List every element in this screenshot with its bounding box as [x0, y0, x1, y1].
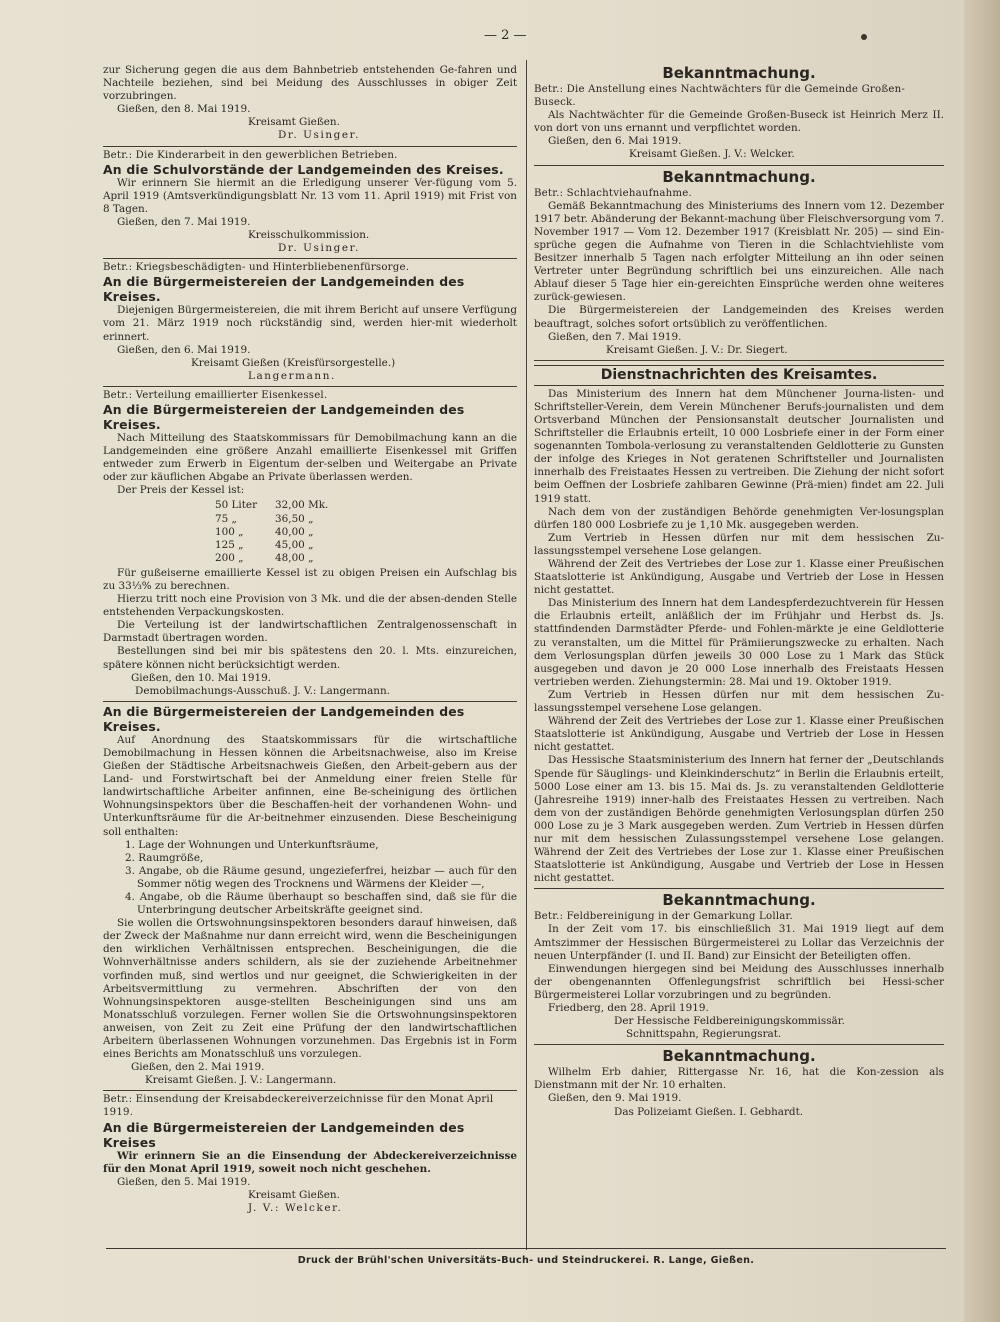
notice-authority: Kreisamt Gießen. [248, 1188, 340, 1201]
notice-signature: Dr. Usinger. [278, 129, 360, 142]
price-row [215, 526, 346, 539]
page-number: — 2 — [484, 28, 527, 43]
right-column [534, 62, 944, 1248]
price-value: 45,00 „ [275, 538, 314, 551]
notice-section [103, 62, 517, 147]
price-row [215, 552, 346, 565]
notice-text: Als Nachtwächter für die Gemeinde Großen-Buseck ist Heinrich Merz II. von dort von uns ernannt und verpflichtet worden. [534, 109, 944, 135]
notice-text: Das Hessische Staatsministerium des Innern hat ferner der „Deutschlands Spende für Säuglings- und Kleinkinderschutz“ in Berlin die Erlaubnis erteilt, 5000 Lose einer am 13. bis 15. Mai ds. Js. zu veranstaltenden Geldlotterie (Jahresreihe 1919) inner-halb des Freistaates Hessen zu vertreiben. Nach dem von der zuständigen Behörde genehmigten Verlosungsplan dürfen 250 000 Lose zu je 3 Mark ausgegeben werden. Zum Vertrieb in Hessen dürfen nur mit dem hessischen Zulassungsstempel versehene Lose gelangen. Während der Zeit des Vertriebes der Lose zur 1. Klasse einer Preußischen Staatslotterie ist Ankündigung, Ausgabe und Vertrieb der Lose in Hessen nicht gestattet. [534, 754, 944, 885]
notice-date: Gießen, den 10. Mai 1919. [131, 671, 271, 684]
notice-date: Gießen, den 9. Mai 1919. [548, 1092, 682, 1105]
notice-date: Gießen, den 7. Mai 1919. [548, 330, 682, 343]
notice-subject: Betr.: Einsendung der Kreisabdeckereiverzeichnisse für den Monat April 1919. [103, 1094, 494, 1119]
notice-date: Friedberg, den 28. April 1919. [548, 1002, 709, 1014]
notice-text: Wilhelm Erb dahier, Rittergasse Nr. 16, hat die Kon-zession als Dienstmann mit der Nr. 10 erhalten. [534, 1066, 944, 1092]
page-header [0, 28, 1000, 48]
notice-title: Bekanntmachung. [662, 64, 816, 82]
notice-subject: Betr.: Die Anstellung eines Nachtwächters für die Gemeinde Großen-Buseck. [534, 84, 905, 109]
price-value: 36,50 „ [275, 512, 314, 525]
notice-headline: An die Bürgermeistereien der Landgemeinden des Kreises [103, 1119, 465, 1150]
notice-subject: Betr.: Verteilung emaillierter Eisenkessel. [103, 389, 328, 401]
notice-section [103, 1091, 517, 1218]
requirements-list [103, 839, 517, 918]
price-table [215, 499, 346, 564]
notice-section [534, 166, 944, 361]
price-value: 40,00 „ [275, 525, 314, 538]
notice-signature: Kreisamt Gießen. J. V.: Langermann. [145, 1074, 337, 1087]
notice-date: Gießen, den 6. Mai 1919. [548, 135, 682, 148]
notice-subject: Betr.: Feldbereinigung in der Gemarkung Lollar. [534, 911, 793, 923]
notice-subject: Betr.: Die Kinderarbeit in den gewerblichen Betrieben. [103, 149, 398, 161]
price-size: 200 „ [215, 551, 244, 564]
notice-text: In der Zeit vom 17. bis einschließlich 31. Mai 1919 liegt auf dem Amtszimmer der Hessischen Bürgermeisterei zu Lollar das Verzeichnis der neuen Unterpfänder (I. und II. Band) zur Einsicht der Beteiligten offen. [534, 923, 944, 962]
price-size: 75 „ [215, 512, 237, 525]
notice-text: Wir erinnern Sie an die Einsendung der Abdeckereiverzeichnisse für den Monat April 1919, soweit noch nicht geschehen. [103, 1149, 517, 1175]
printer-footer: Druck der Brühl'schen Universitäts-Buch- und Steindruckerei. R. Lange, Gießen. [106, 1248, 946, 1273]
notice-headline: An die Bürgermeistereien der Landgemeinden des Kreises. [103, 401, 465, 432]
notice-text: Zum Vertrieb in Hessen dürfen nur mit dem hessischen Zu-lassungsstempel versehene Lose gelangen. [534, 688, 944, 715]
notice-headline: An die Bürgermeistereien der Landgemeinden des Kreises. [103, 703, 465, 734]
notice-section [103, 259, 517, 387]
price-intro: Der Preis der Kessel ist: [117, 484, 245, 497]
ink-dot [861, 34, 867, 40]
notice-text: Auf Anordnung des Staatskommissars für die wirtschaftliche Demobilmachung in Hessen können die Arbeitsnachweise, also im Kreise Gießen der Städtische Arbeitsnachweis Gießen, den Arbeit-gebern aus der Land- und Forstwirtschaft bei der Anmeldung einer freien Stelle für landwirtschaftliche Arbeiter anfinnen, eine Be-scheinigung des örtlichen Wohnungsinspektors über die Beschaffen-heit der vorhandenen Wohn- und Unterkunftsräume für die Ar-beitnehmer einzusenden. Diese Bescheinigung soll enthalten: [103, 733, 517, 838]
list-item: 1. Lage der Wohnungen und Unterkunftsräume, [125, 838, 379, 851]
notice-signature: Langermann. [248, 369, 336, 382]
notice-text: Bestellungen sind bei mir bis spätestens den 20. l. Mts. einzureichen, spätere können nicht berücksichtigt werden. [103, 645, 517, 671]
column-divider [526, 60, 527, 1250]
notice-text: Die Bürgermeistereien der Landgemeinden des Kreises werden beauftragt, solches sofort ortsüblich zu veröffentlichen. [534, 304, 944, 330]
notice-signature: Demobilmachungs-Ausschuß. J. V.: Langermann. [135, 684, 390, 697]
notice-signature: Dr. Usinger. [278, 242, 360, 255]
notice-section [534, 1045, 944, 1121]
notice-signature: J. V.: Welcker. [248, 1201, 343, 1214]
notice-text: Gemäß Bekanntmachung des Ministeriums des Innern vom 12. Dezember 1917 betr. Abänderung der Bekannt-machung über Fleischversorgung vom 7. November 1917 — Vom 12. Dezember 1917 (Kreisblatt Nr. 205) — sind Ein-sprüche gegen die Aufnahme von Tieren in die Schlachtviehliste vom Besitzer innerhalb 5 Tagen nach erfolgter Mitteilung an ihn oder seinen Vertreter unter Begründung schriftlich bei uns einzureichen. Alle nach Ablauf dieser 5 Tage hier ein-gereichten Einsprüche werden ohne weiteres zurück-gewiesen. [534, 199, 944, 304]
notice-authority: Kreisamt Gießen (Kreisfürsorgestelle.) [191, 356, 396, 369]
notice-date: Gießen, den 2. Mai 1919. [131, 1061, 265, 1074]
notice-title: Bekanntmachung. [662, 1047, 816, 1066]
notice-title: Bekanntmachung. [662, 167, 816, 186]
notice-authority: Kreisschulkommission. [248, 229, 370, 242]
notice-section [534, 62, 944, 166]
notice-text: Das Ministerium des Innern hat dem Münchener Journa-listen- und Schriftsteller-Verein, dem Verein Münchener Berufs-journalisten und dem Ortsverband München der Pensionsanstalt deutscher Journalisten und Schriftsteller die Erlaubnis erteilt, 10 000 Losbriefe einer in der Form einer sogenannten Tombola-verlosung zu veranstaltenden Geldlotterie zu Gunsten der infolge des Krieges in Not geratenen Schriftsteller und Journalisten innerhalb des Freistaates Hessen zu vertreiben. Die Ziehung der nicht sofort beim Oeffnen der Losbriefe zahlbaren Gewinne (Prä-mien) findet am 22. Juli 1919 statt. [534, 387, 944, 505]
notice-text: Für gußeiserne emaillierte Kessel ist zu obigen Preisen ein Aufschlag bis zu 33⅓% zu berechnen. [103, 566, 517, 592]
notice-date: Gießen, den 7. Mai 1919. [117, 215, 251, 228]
notice-headline: An die Bürgermeistereien der Landgemeinden des Kreises. [103, 274, 465, 305]
left-column [103, 62, 517, 1248]
notice-text: Diejenigen Bürgermeistereien, die mit ihrem Bericht auf unsere Verfügung vom 21. März 1919 noch rückständig sind, werden hier-mit wiederholt erinnert. [103, 304, 517, 343]
department-news-title: Dienstnachrichten des Kreisamtes. [534, 365, 944, 386]
price-row [215, 539, 346, 552]
notice-signature: Kreisamt Gießen. J. V.: Welcker. [629, 148, 795, 161]
notice-section [103, 702, 517, 1092]
notice-title: Bekanntmachung. [662, 891, 816, 910]
notice-signature: Kreisamt Gießen. J. V.: Dr. Siegert. [606, 343, 788, 356]
notice-text: Während der Zeit des Vertriebes der Lose zur 1. Klasse einer Preußischen Staatslotterie ist Ankündigung, Ausgabe und Vertrieb der Lose in Hessen nicht gestattet. [534, 558, 944, 597]
notice-section [103, 147, 517, 260]
notice-text: Sie wollen die Ortswohnungsinspektoren besonders darauf hinweisen, daß der Zweck der Maßnahme nur dann erreicht wird, wenn die Bescheinigungen den wirklichen Verhältnissen entsprechen. Bescheinigungen, die die Wohnverhältnisse anders schildern, als sie der zuziehende Arbeitnehmer vorfinden muß, sind wertlos und nur geeignet, die Schwierigkeiten in der Arbeitsvermittlung zu vermehren. Abschriften der von den Wohnungsinspektoren ausge-stellten Bescheinigungen sind uns am Monatsschluß vorzulegen. Ferner wollen Sie die Ortswohnungsinspektoren anweisen, von Zeit zu Zeit eine Prüfung der den landwirtschaftlichen Arbeitern überlassenen Wohnungen vorzunehmen. Das Ergebnis ist in Form eines Berichts am Monatsschluß uns vorzulegen. [103, 917, 517, 1061]
notice-text: Hierzu tritt noch eine Provision von 3 Mk. und die der absen-denden Stelle entstehenden Verpackungskosten. [103, 593, 517, 619]
list-item: 3. Angabe, ob die Räume gesund, ungezieferfrei, heizbar — auch für den Sommer nötig wegen des Trocknens und Wärmens der Kleider —, [125, 864, 517, 890]
notice-date: Gießen, den 6. Mai 1919. [117, 343, 251, 356]
notice-section [534, 888, 944, 1045]
notice-text: Die Verteilung ist der landwirtschaftlichen Zentralgenossenschaft in Darmstadt übertragen worden. [103, 619, 517, 645]
page-edge-shadow [964, 0, 1000, 1322]
notice-text: Nach dem von der zuständigen Behörde genehmigten Ver-losungsplan dürfen 180 000 Losbriefe zu je 1,10 Mk. ausgegeben werden. [534, 505, 944, 531]
price-size: 100 „ [215, 525, 244, 538]
notice-text: zur Sicherung gegen die aus dem Bahnbetrieb entstehenden Ge-fahren und Nachteile beziehen, sind bei Meidung des Ausschlusses in obiger Zeit vorzubringen. [103, 64, 517, 103]
notice-signature: Das Polizeiamt Gießen. I. Gebhardt. [614, 1105, 804, 1118]
notice-section [103, 387, 517, 702]
list-item: 2. Raumgröße, [125, 851, 204, 864]
notice-authority: Der Hessische Feldbereinigungskommissär. [614, 1015, 845, 1028]
notice-date: Gießen, den 5. Mai 1919. [117, 1175, 251, 1188]
price-size: 125 „ [215, 538, 244, 551]
price-value: 48,00 „ [275, 551, 314, 564]
notice-text: Zum Vertrieb in Hessen dürfen nur mit dem hessischen Zu-lassungsstempel versehene Lose gelangen. [534, 531, 944, 557]
notice-subject: Betr.: Kriegsbeschädigten- und Hinterbliebenenfürsorge. [103, 262, 410, 274]
price-row [215, 513, 346, 526]
price-size: 50 Liter [215, 499, 258, 512]
notice-subject: Betr.: Schlachtviehaufnahme. [534, 187, 692, 199]
notice-text: Das Ministerium des Innern hat dem Landespferdezuchtverein für Hessen die Erlaubnis erteilt, anläßlich der im Frühjahr und Herbst ds. Js. stattfindenden Darmstädter Pferde- und Fohlen-märkte je eine Geldlotterie zu veranstalten, um die Mittel für Prämiierungszwecke zu erhalten. Nach dem Verlosungsplan dürfen jeweils 30 000 Lose zu 1 Mark das Stück ausgegeben und davon je 20 000 Lose innerhalb des Freistaats Hessen vertrieben werden. Ziehungstermin: 28. Mai und 19. Oktober 1919. [534, 597, 944, 688]
notice-text: Nach Mitteilung des Staatskommissars für Demobilmachung kann an die Landgemeinden eine größere Anzahl emaillierte Eisenkessel mit Griffen entweder zum Erwerb in Eigentum der-selben und Weitergabe an Private oder zur käuflichen Abgabe an Private überlassen werden. [103, 431, 517, 484]
notice-authority: Kreisamt Gießen. [248, 116, 340, 129]
price-row [215, 499, 346, 512]
notice-date: Gießen, den 8. Mai 1919. [117, 103, 251, 116]
notice-headline: An die Schulvorstände der Landgemeinden des Kreises. [103, 161, 504, 177]
notice-text: Während der Zeit des Vertriebes der Lose zur 1. Klasse einer Preußischen Staatslotterie ist Ankündigung, Ausgabe und Vertrieb der Lose in Hessen nicht gestattet. [534, 715, 944, 754]
price-value: 32,00 Mk. [275, 499, 329, 512]
notice-section [534, 361, 944, 889]
notice-text: Wir erinnern Sie hiermit an die Erledigung unserer Ver-fügung vom 5. April 1919 (Amtsverkündigungsblatt Nr. 13 vom 11. April 1919) mit Frist von 8 Tagen. [103, 176, 517, 215]
list-item: 4. Angabe, ob die Räume überhaupt so beschaffen sind, daß sie für die Unterbringung deutscher Arbeitskräfte geeignet sind. [125, 890, 517, 917]
notice-text: Einwendungen hiergegen sind bei Meidung des Ausschlusses innerhalb der obengenannten Offenlegungsfrist schriftlich bei Hessi-scher Bürgermeisterei Lollar vorzubringen und zu begründen. [534, 962, 944, 1001]
notice-signature: Schnittspahn, Regierungsrat. [626, 1028, 782, 1041]
